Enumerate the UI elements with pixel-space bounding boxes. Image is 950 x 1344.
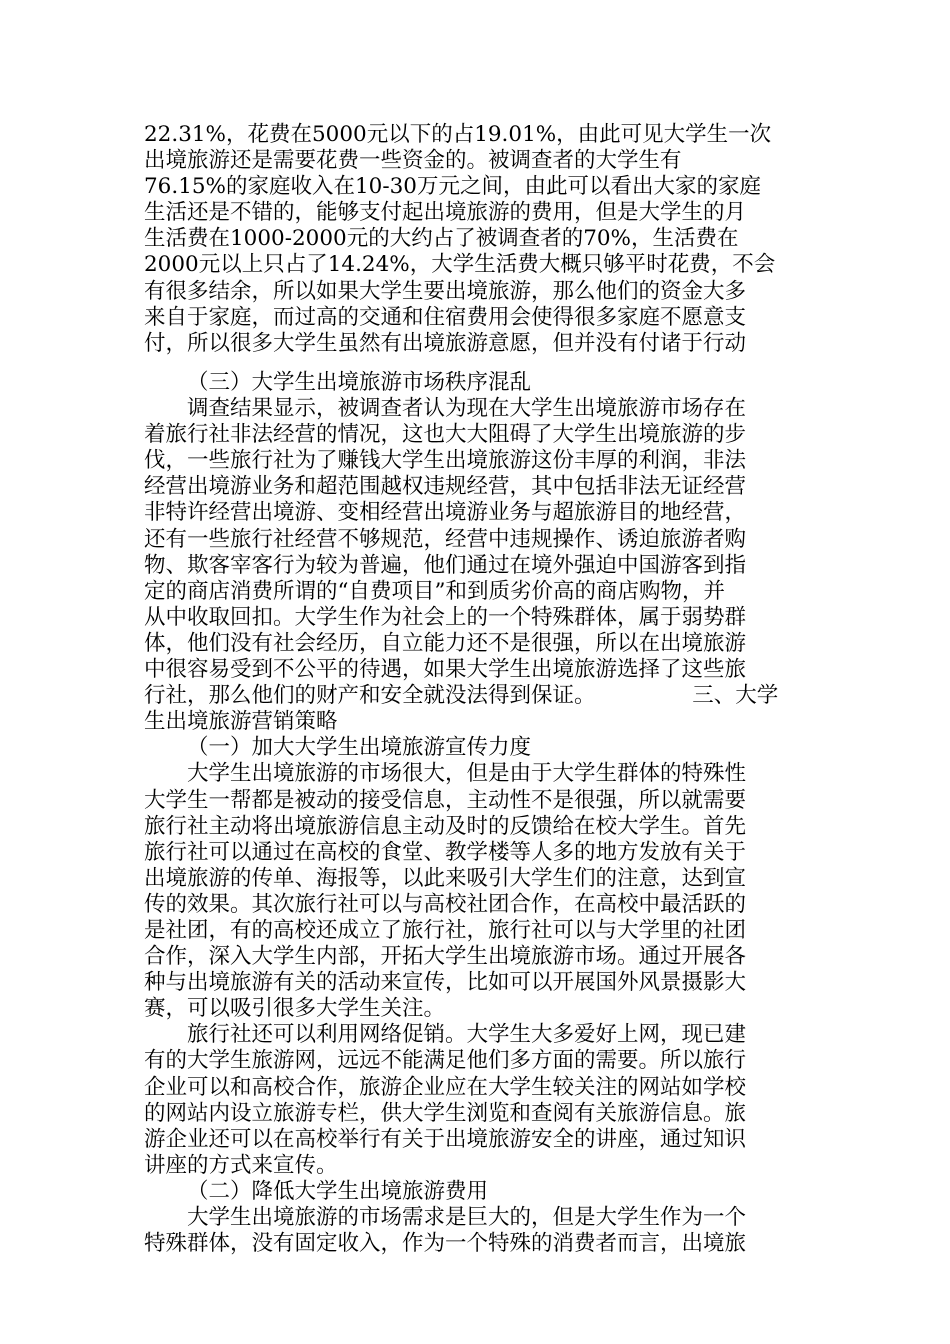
paragraph-first-line: 大学生出境旅游的市场很大，但是由于大学生群体的特殊性 <box>187 761 747 787</box>
text-line: 赛，可以吸引很多大学生关注。 <box>144 996 446 1022</box>
text-line: 大学生一帮都是被动的接受信息，主动性不是很强，所以就需要 <box>144 787 747 813</box>
text-line: 着旅行社非法经营的情况，这也大大阻碍了大学生出境旅游的步 <box>144 422 747 448</box>
text-line: 传的效果。其次旅行社可以与高校社团合作，在高校中最活跃的 <box>144 891 747 917</box>
text-line: 付，所以很多大学生虽然有出境旅游意愿，但并没有付诸于行动 <box>144 330 747 356</box>
paragraph-spending <box>144 122 814 357</box>
text-line: 定的商店消费所谓的“自费项目”和到质劣价高的商店购物，并 <box>144 578 725 604</box>
text-line: 出境旅游还是需要花费一些资金的。被调查者的大学生有 <box>144 148 682 174</box>
section-heading: （三）大学生出境旅游市场秩序混乱 <box>187 370 532 395</box>
text-line: 有的大学生旅游网，远远不能满足他们多方面的需要。所以旅行 <box>144 1048 747 1074</box>
text-line: 讲座的方式来宣传。 <box>144 1152 338 1178</box>
text-line: 企业可以和高校合作，旅游企业应在大学生较关注的网站如学校 <box>144 1074 747 1100</box>
text-line: 出境旅游的传单、海报等，以此来吸引大学生们的注意，达到宣 <box>144 865 747 891</box>
text-line: 游企业还可以在高校举行有关于出境旅游安全的讲座，通过知识 <box>144 1126 747 1152</box>
text-line: 行社，那么他们的财产和安全就没法得到保证。 三、大学 <box>144 683 779 709</box>
text-line: 生活费在1000-2000元的大约占了被调查者的70%，生活费在 <box>144 226 739 252</box>
text-line: 中很容易受到不公平的待遇，如果大学生出境旅游选择了这些旅 <box>144 657 747 683</box>
text-line: 伐，一些旅行社为了赚钱大学生出境旅游这份丰厚的利润，非法 <box>144 448 747 474</box>
text-line: 的网站内设立旅游专栏，供大学生浏览和查阅有关旅游信息。旅 <box>144 1100 747 1126</box>
section-heading: （二）降低大学生出境旅游费用 <box>187 1178 489 1204</box>
text-line: 还有一些旅行社经营不够规范，经营中违规操作、诱迫旅游者购 <box>144 526 747 552</box>
text-line: 旅行社主动将出境旅游信息主动及时的反馈给在校大学生。首先 <box>144 813 747 839</box>
text-line: 来自于家庭，而过高的交通和住宿费用会使得很多家庭不愿意支 <box>144 304 747 330</box>
text-line: 合作，深入大学生内部，开拓大学生出境旅游市场。通过开展各 <box>144 944 747 970</box>
text-line: 有很多结余，所以如果大学生要出境旅游，那么他们的资金大多 <box>144 278 747 304</box>
text-line: 76.15%的家庭收入在10-30万元之间，由此可以看出大家的家庭 <box>144 174 761 200</box>
section-heading: （一）加大大学生出境旅游宣传力度 <box>187 735 532 761</box>
text-line: 是社团，有的高校还成立了旅行社，旅行社可以与大学里的社团 <box>144 917 747 943</box>
text-line: 从中收取回扣。大学生作为社会上的一个特殊群体，属于弱势群 <box>144 604 747 630</box>
text-line: 生出境旅游营销策略 <box>144 709 338 735</box>
text-line: 体，他们没有社会经历，自立能力还不是很强，所以在出境旅游 <box>144 630 747 656</box>
paragraph-first-line: 旅行社还可以利用网络促销。大学生大多爱好上网，现已建 <box>187 1022 747 1048</box>
paragraph-first-line: 大学生出境旅游的市场需求是巨大的，但是大学生作为一个 <box>187 1205 747 1230</box>
text-line: 非特许经营出境游、变相经营出境游业务与超旅游目的地经营， <box>144 500 747 526</box>
text-line: 物、欺客宰客行为较为普遍，他们通过在境外强迫中国游客到指 <box>144 552 747 578</box>
paragraph-first-line: 调查结果显示，被调查者认为现在大学生出境旅游市场存在 <box>187 396 747 422</box>
text-line: 经营出境游业务和超范围越权违规经营，其中包括非法无证经营 <box>144 474 747 500</box>
text-line: 生活还是不错的，能够支付起出境旅游的费用，但是大学生的月 <box>144 200 747 226</box>
text-line: 种与出境旅游有关的活动来宣传，比如可以开展国外风景摄影大 <box>144 970 747 996</box>
text-line: 2000元以上只占了14.24%，大学生活费大概只够平时花费，不会 <box>144 252 776 278</box>
text-line: 特殊群体，没有固定收入，作为一个特殊的消费者而言，出境旅 <box>144 1231 747 1257</box>
text-line: 旅行社可以通过在高校的食堂、教学楼等人多的地方发放有关于 <box>144 839 747 865</box>
section-body <box>144 370 814 1257</box>
text-line: 22.31%，花费在5000元以下的占19.01%，由此可见大学生一次 <box>144 122 772 147</box>
